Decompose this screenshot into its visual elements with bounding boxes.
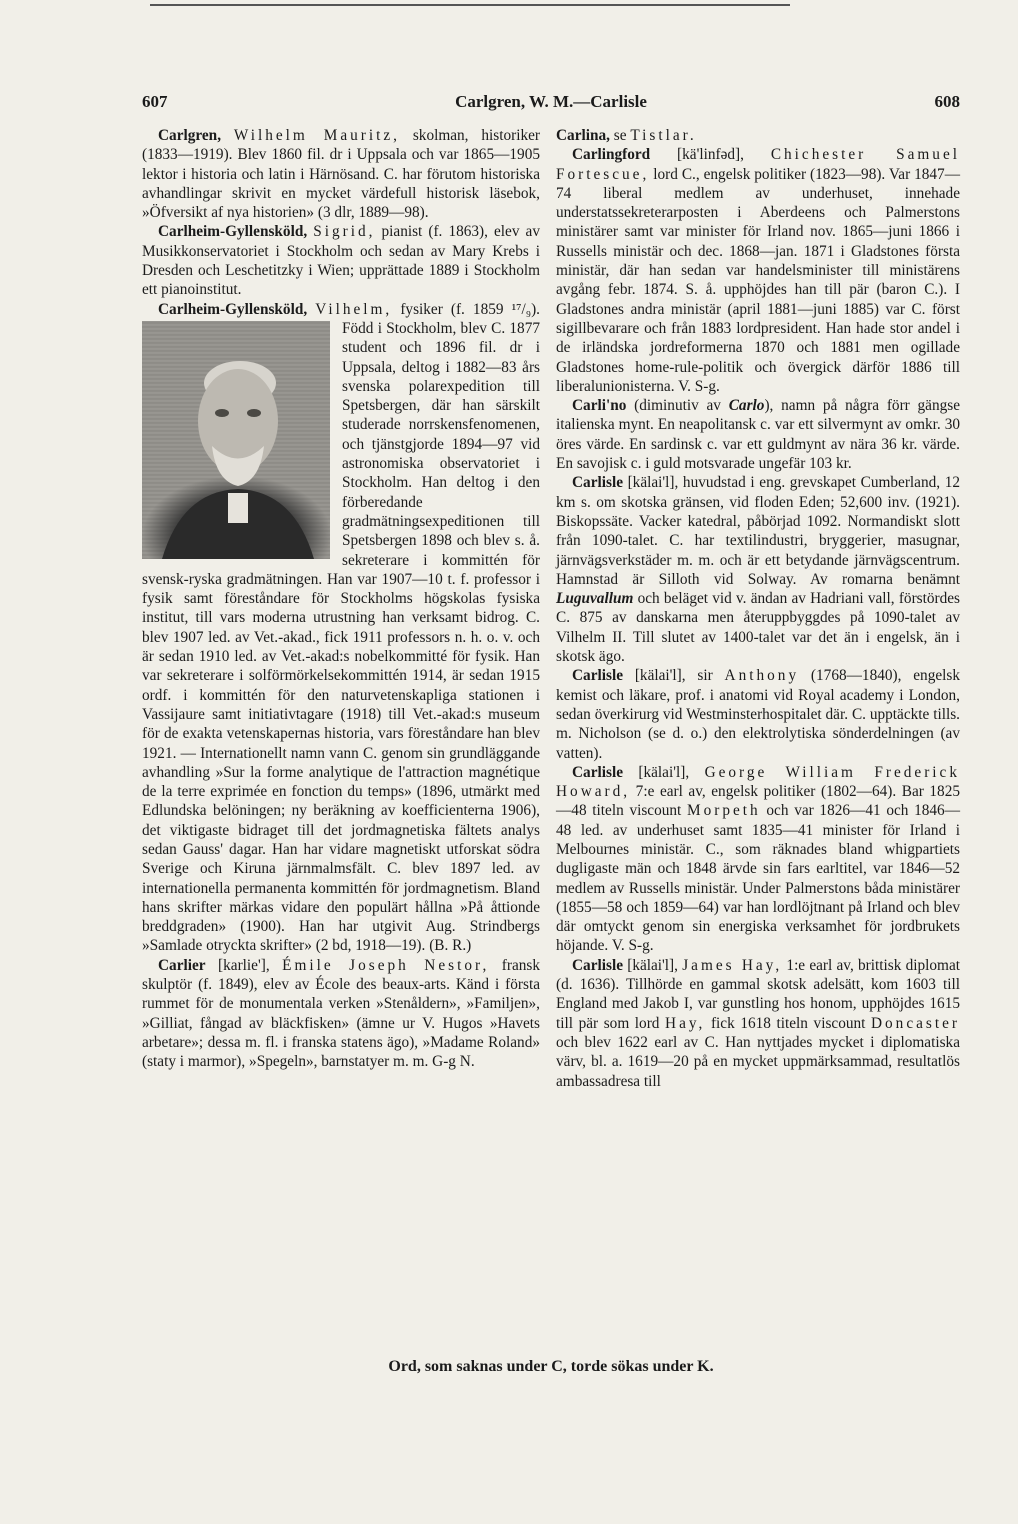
entry-text: (diminutiv av [626, 397, 729, 415]
entry-carlino [556, 396, 960, 473]
author-signature: (B. R.) [429, 937, 472, 955]
entry-text: och blev 1622 earl av C. Han nyttjades mycket i diplomatiska värv, bl. a. 1619—20 på en mycket uppmärksammad, resultatlös ambassadresa till [556, 1033, 960, 1090]
headword: Carli'no [572, 397, 627, 415]
entry-carlisle-george [556, 763, 960, 956]
running-title: Carlgren, W. M.—Carlisle [455, 92, 647, 111]
right-column [556, 126, 960, 1091]
entry-text: och beläget vid v. ändan av Hadriani vall, förstördes C. 875 av danskarna men återuppbyggdes på 1090-talet av Vilhelm II. Till slutet av 1400-talet var det än i engelsk, än i skotsk ägo. [556, 590, 960, 666]
person-name: Doncaster [870, 1014, 960, 1032]
entry-carlisle-james [556, 956, 960, 1091]
person-name: James Hay, [682, 956, 783, 974]
headword: Carlisle [572, 956, 623, 974]
footer-note: Ord, som saknas under C, torde sökas under K. [388, 1358, 714, 1375]
headword: Carlina, [556, 127, 610, 144]
entry-text: och var 1826—41 och 1846—48 led. av underhuset samt 1835—41 minister för Irland i Melbournes ministär. C., som räknades bland whigpartiets dugligaste män och 1848 ärvde sin fars earltitel, var 1846—52 medlem av Russells ministär. Under Palmerstons båda ministärer (1855—58 och 1859—64) var han lordlöjtnant på Irland och blev där omtyckt genom sin energiska verksamhet för jordbrukets höjande. [556, 802, 961, 955]
person-name: Wilhelm Mauritz, [233, 127, 400, 144]
entry-carlier [142, 956, 540, 1072]
author-signature: V. S-g. [678, 377, 720, 395]
entry-text: se [609, 127, 631, 144]
entry-text: 1:e earl av, brittisk diplomat (d. 1636). Tillhörde en gammal skotsk adelsätt, kom 1603 till England med Jakob I, var gunstling hos honom, upphöjdes 1615 till pär som lord [556, 956, 960, 1032]
person-name: Sigrid, [313, 223, 376, 241]
entry-carlgren [142, 126, 540, 222]
pronunciation: [karlie'], [205, 956, 283, 974]
italic-term: Luguvallum [556, 590, 634, 608]
cross-reference: Tistlar. [630, 127, 697, 144]
entry-text: fransk skulptör (f. 1849), elev av École des beaux-arts. Känd i första rummet för de monumentala verken »Stenåldern», »Familjen», »Gilliat, fångad av bläckfisken» (ämne ur V. Hugos »Havets arbetare»; dessa m. fl. i franska statens ägo), »Madame Roland» (staty i marmor), »Spegeln», barnstatyer m. m. [142, 956, 540, 1071]
pronunciation: [kälai'l], [622, 956, 683, 974]
pronunciation: [kälai'l], [622, 763, 705, 781]
portrait-image [142, 321, 330, 559]
author-signature: G-g N. [432, 1053, 475, 1071]
person-name: Vilhelm, [315, 300, 393, 318]
page-number-left: 607 [142, 92, 168, 111]
headword: Carlheim-Gyllensköld, [158, 223, 308, 241]
pronunciation: [kä'linfəd], [650, 146, 771, 164]
person-name: George William Frederick Howard, [556, 763, 960, 801]
entry-carlisle-city [556, 473, 960, 666]
person-name: Émile Joseph Nestor, [282, 956, 490, 974]
headword: Carlier [158, 956, 206, 974]
entry-text: fick 1618 titeln viscount [705, 1014, 871, 1032]
entry-text: (1768—1840), engelsk kemist och läkare, prof. i anatomi vid Royal academy i London, sedan överkirurg vid Westminsterhospitalet där. C. upptäckte tills. m. Nicholson (se d. o.) den elektrolytiska sönderdelningen (av vatten). [556, 667, 960, 762]
headword: Carlisle [572, 667, 623, 685]
entry-carlisle-anthony [556, 666, 960, 762]
person-name: Anthony [724, 667, 800, 685]
entry-text: fysiker (f. 1859 ¹⁷/₉). Född i Stockholm, blev C. 1877 student och 1896 fil. dr i Uppsala, deltog i 1882—83 års svenska polarexpedition till Spetsbergen, där han särskilt studerade norrskensfenomenen, och tjänstgjorde 1894—97 vid astronomiska observatoriet i Stockholm. Han deltog i den förberedande gradmätningsexpeditionen till Spetsbergen 1898 och blev s. å. sekreterare i kommittén för svensk-ryska gradmätningen. Han var 1907—10 t. f. professor i fysik samt föreståndare för Stockholms högskolas fysiska institut, till vars moderna utrustning han verksamt bidrog. C. blev 1907 led. av Vet.-akad., fick 1911 professors n. h. o. v. och är sedan 1910 led. av Vet.-akad:s nobelkommitté för fysik. Han var sekreterare i solförmörkelsekommittén 1914, är sedan 1915 ordf. i kommittén för den naturvetenskapliga stationen i Vassijaure samt initiativtagare (1918) till Vet.-akad:s museum för de exakta vetenskapernas historia, vars föreståndare han blev 1921. — Internationellt namn vann C. genom sin grundläggande avhandling »Sur la forme analytique de l'attraction magnétique de la terre exprimée en fonction du temps» (1896, utmärkt med Edlundska belöningen; ny beräkning av koefficienterna 1906), det viktigaste bidraget till det jordmagnetiska fältets analys sedan Gauss' dagar. Han har vidare magnetiskt utforskat södra Sverige och Kiruna järnmalmsfält. C. blev 1897 led. av internationella permanenta kommittén för jordmagnetism. Bland hans skrifter märkas vidare den populärt hållna »På åttionde breddgraden» (1900). Han har utgivit Aug. Strindbergs »Samlade otryckta skrifter» (2 bd, 1918—19). [142, 300, 540, 955]
top-rule [150, 4, 790, 6]
entry-carlingford [556, 145, 960, 396]
person-name: Hay, [665, 1014, 706, 1032]
headword: Carlheim-Gyllensköld, [158, 300, 308, 318]
pronunciation: [kälai'l], sir [622, 667, 725, 685]
page-header [142, 92, 960, 118]
portrait-photo [142, 321, 330, 559]
headword: Carlisle [572, 763, 623, 781]
page-number-right: 608 [934, 92, 960, 111]
entry-text: ), namn på några förr gängse italienska mynt. En neapolitansk c. var ett silvermynt av omkr. 30 öres värde. En sardinsk c. var ett guldmynt av nära 36 kr. värde. En savojisk c. i guld motsvarade ungefär 103 kr. [556, 397, 961, 473]
entry-carlina [556, 126, 960, 145]
person-name: Morpeth [687, 802, 761, 820]
left-column [142, 126, 540, 1072]
entry-text: lord C., engelsk politiker (1823—98). Var 1847—74 liberal medlem av underhuset, innehade understatssekreterarposten i Aberdeens och Palmerstons ministärer samt var minister för Irland nov. 1865—juni 1866 i Russells ministär och dec. 1868—jan. 1871 i Gladstones första ministär, där han sedan var handelsminister till ministärens avgång febr. 1874. S. å. upphöjdes han till pär (baron C.). I Gladstones andra ministär (april 1881—juni 1885) var C. först sigillbevarare och från 1883 lordpresident. Han hade stor andel i de irländska jordreformerna 1870 och 1881 men ogillade Gladstones home-rule-politik och övergick därför 1886 till liberalunionisterna. [556, 165, 960, 395]
entry-text: [kälai'l], huvudstad i eng. grevskapet Cumberland, 12 km s. om skotska gränsen, vid floden Eden; 52,600 inv. (1921). Biskopssäte. Vacker katedral, påbörjad 1092. Normandiskt slott från 1090-talet. C. har textilindustri, bryggerier, masugnar, järnvägsverkstäder m. m. och är ett betydande järnvägscentrum. Hamnstad är Silloth vid Solway. Av romarna benämnt [556, 474, 960, 588]
person-name: Chichester Samuel Fortescue, [556, 146, 960, 183]
entry-carlheim-vilhelm [142, 300, 540, 956]
entry-carlheim-sigrid [142, 222, 540, 299]
entry-text: pianist (f. 1863), elev av Musikkonservatoriet i Stockholm och sedan av Mary Krebs i Dresden och Leschetitzky i Wien; upprättade 1889 i Stockholm ett pianoinstitut. [142, 223, 540, 299]
author-signature: V. S-g. [611, 937, 654, 955]
headword: Carlisle [572, 474, 623, 492]
entry-text: 7:e earl av, engelsk politiker (1802—64). Bar 1825—48 titeln viscount [556, 783, 960, 820]
headword: Carlingford [572, 146, 651, 164]
entry-text: skolman, historiker (1833—1919). Blev 1860 fil. dr i Uppsala och var 1865—1905 lektor i historia och latin i Härnösand. C. har förutom historiska avhandlingar skrivit en mycket värdefull historisk läsebok, »Öfversikt af nya historien» (3 dlr, 1889—98). [142, 127, 541, 222]
headword: Carlgren, [158, 127, 222, 144]
italic-term: Carlo [728, 397, 765, 415]
